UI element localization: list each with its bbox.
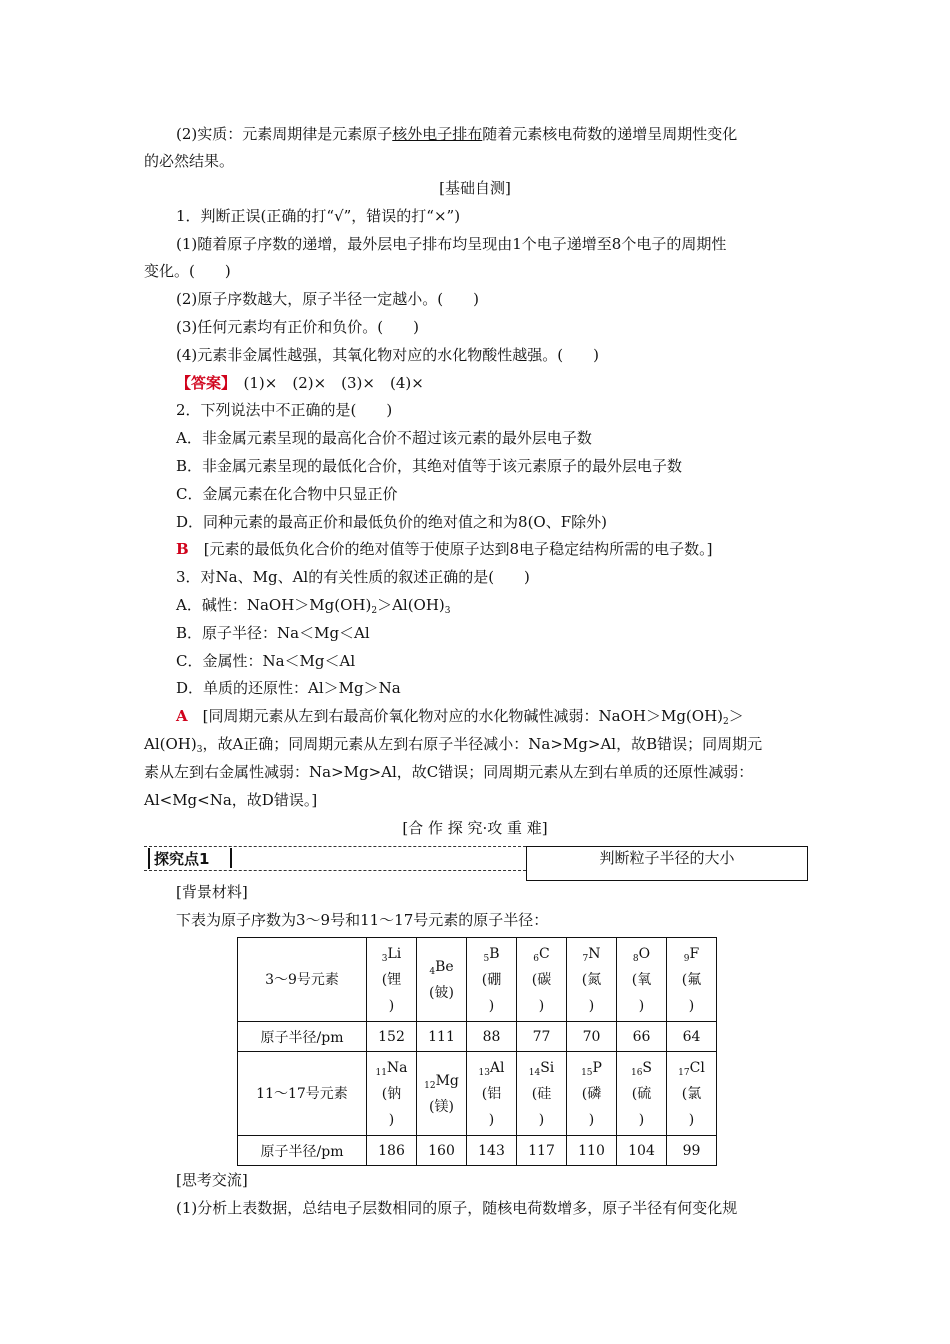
element-cell: $_9$F (氟 ) <box>667 938 717 1022</box>
q1-item-2: (2)原子序数越大，原子半径一定越小。( ) <box>176 290 479 308</box>
row-label: 原子半径/pm <box>238 1136 367 1166</box>
think-question-1: (1)分析上表数据，总结电子层数相同的原子，随核电荷数增多，原子半径有何变化规 <box>176 1199 738 1217</box>
table-row <box>238 1136 717 1166</box>
radius-cell: 117 <box>517 1136 567 1166</box>
table-row <box>238 1052 717 1136</box>
table-row <box>238 938 717 1022</box>
row-label: 3～9号元素 <box>238 938 367 1022</box>
q3-answer-line-1: A [同周期元素从左到右最高价氧化物对应的水化物碱性减弱：$NaOH>Mg(OH)_2>$ <box>176 707 744 727</box>
element-cell: $_5$B (硼 ) <box>467 938 517 1022</box>
q2-option-b: B．非金属元素呈现的最低化合价，其绝对值等于该元素原子的最外层电子数 <box>176 457 683 475</box>
radius-cell: 152 <box>367 1022 417 1052</box>
q1-item-1-cont: 变化。( ) <box>144 262 231 280</box>
explore-tag: 探究点1 <box>148 848 209 869</box>
element-cell: $_6$C (碳 ) <box>517 938 567 1022</box>
intro-line-2: 的必然结果。 <box>144 152 235 170</box>
radius-cell: 186 <box>367 1136 417 1166</box>
radius-cell: 143 <box>467 1136 517 1166</box>
q2-stem: 2．下列说法中不正确的是( ) <box>176 401 393 419</box>
radius-cell: 66 <box>617 1022 667 1052</box>
explore-header <box>144 846 806 880</box>
background-text: 下表为原子序数为3～9号和11～17号元素的原子半径： <box>176 911 549 929</box>
q3-option-d: D．单质的还原性：Al＞Mg＞Na <box>176 679 401 697</box>
element-cell: $_{11}$Na (钠 ) <box>367 1052 417 1136</box>
q1-answer: 【答案】 (1)× (2)× (3)× (4)× <box>176 374 424 392</box>
radius-cell: 110 <box>567 1136 617 1166</box>
explore-title: 判断粒子半径的大小 <box>526 846 808 881</box>
intro-line-1: (2)实质：元素周期律是元素原子核外电子排布随着元素核电荷数的递增呈周期性变化 <box>176 125 738 143</box>
radius-cell: 99 <box>667 1136 717 1166</box>
q3-answer-line-2: $Al(OH)_3$，故A正确；同周期元素从左到右原子半径减小：Na>Mg>Al，故B错误；同周期元 <box>144 735 763 755</box>
q2-answer: B [元素的最低负化合价的绝对值等于使原子达到8电子稳定结构所需的电子数。] <box>176 540 713 558</box>
element-cell: $_8$O (氧 ) <box>617 938 667 1022</box>
element-cell: $_{14}$Si (硅 ) <box>517 1052 567 1136</box>
section-title: [合 作 探 究·攻 重 难] <box>402 819 548 837</box>
q1-item-3: (3)任何元素均有正价和负价。( ) <box>176 318 419 336</box>
self-test-heading: [基础自测] <box>439 179 511 197</box>
element-cell: $_3$Li (锂 ) <box>367 938 417 1022</box>
radius-cell: 77 <box>517 1022 567 1052</box>
q1-item-1: (1)随着原子序数的递增，最外层电子排布均呈现由1个电子递增至8个电子的周期性 <box>176 235 727 253</box>
element-cell: $_{15}$P (磷 ) <box>567 1052 617 1136</box>
radius-cell: 64 <box>667 1022 717 1052</box>
atomic-radius-table <box>237 937 717 1166</box>
divider <box>144 846 526 847</box>
q2-option-a: A．非金属元素呈现的最高化合价不超过该元素的最外层电子数 <box>176 429 592 447</box>
q2-option-d: D．同种元素的最高正价和最低负价的绝对值之和为8(O、F除外) <box>176 513 607 531</box>
q3-option-a: A．碱性：$NaOH>Mg(OH)_2>Al(OH)_3$ <box>176 596 451 616</box>
element-cell: $_{12}$Mg (镁) <box>417 1052 467 1136</box>
background-heading: [背景材料] <box>176 883 248 901</box>
element-cell: $_7$N (氮 ) <box>567 938 617 1022</box>
radius-cell: 88 <box>467 1022 517 1052</box>
table-row <box>238 1022 717 1052</box>
element-cell: $_{17}$Cl (氯 ) <box>667 1052 717 1136</box>
think-heading: [思考交流] <box>176 1171 248 1189</box>
q3-answer-line-4: Al<Mg<Na，故D错误。] <box>144 791 318 809</box>
q3-answer-line-3: 素从左到右金属性减弱：Na>Mg>Al，故C错误；同周期元素从左到右单质的还原性减弱： <box>144 763 754 781</box>
element-cell: $_{16}$S (硫 ) <box>617 1052 667 1136</box>
q3-option-c: C．金属性：Na＜Mg＜Al <box>176 652 356 670</box>
row-label: 11～17号元素 <box>238 1052 367 1136</box>
underlined-term: 核外电子排布 <box>392 125 483 143</box>
q2-option-c: C．金属元素在化合物中只显正价 <box>176 485 398 503</box>
element-cell: $_{13}$Al (铝 ) <box>467 1052 517 1136</box>
element-cell: $_4$Be (铍) <box>417 938 467 1022</box>
radius-cell: 111 <box>417 1022 467 1052</box>
radius-cell: 160 <box>417 1136 467 1166</box>
radius-cell: 104 <box>617 1136 667 1166</box>
q3-option-b: B．原子半径：Na＜Mg＜Al <box>176 624 370 642</box>
q3-stem: 3．对Na、Mg、Al的有关性质的叙述正确的是( ) <box>176 568 530 586</box>
divider <box>230 848 232 868</box>
row-label: 原子半径/pm <box>238 1022 367 1052</box>
divider <box>144 870 526 871</box>
q1-item-4: (4)元素非金属性越强，其氧化物对应的水化物酸性越强。( ) <box>176 346 599 364</box>
q1-stem: 1．判断正误(正确的打“√”，错误的打“×”) <box>176 207 461 225</box>
radius-cell: 70 <box>567 1022 617 1052</box>
answer-label: 【答案】 <box>176 374 229 392</box>
